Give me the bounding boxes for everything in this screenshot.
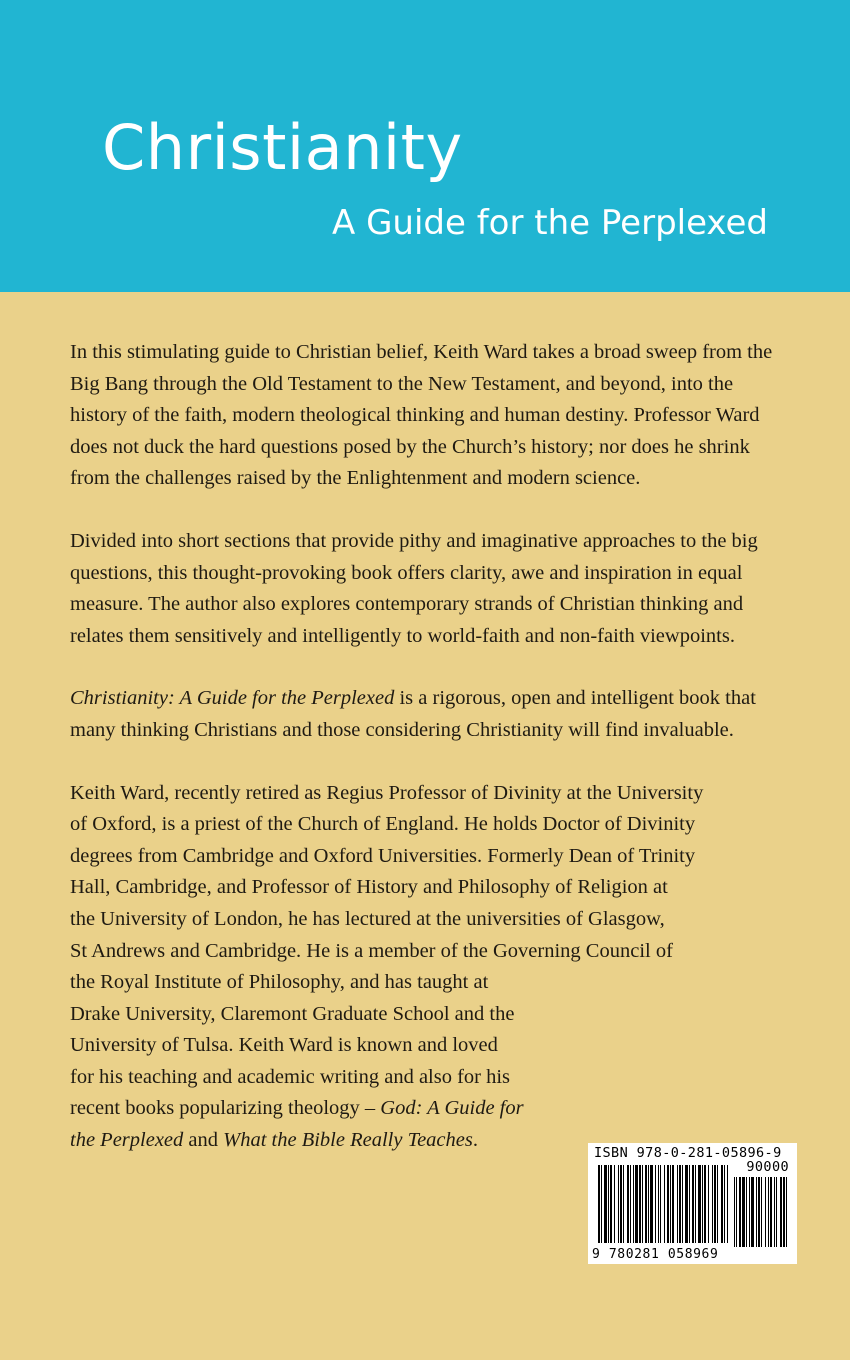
bio-line: St Andrews and Cambridge. He is a member of the Governing Council of — [70, 939, 673, 962]
bio-line: recent books popularizing theology – — [70, 1097, 381, 1120]
bio-line: degrees from Cambridge and Oxford Universities. Formerly Dean of Trinity — [70, 844, 696, 867]
isbn-label: ISBN 978-0-281-05896-9 — [594, 1145, 782, 1161]
book-subtitle: A Guide for the Perplexed — [332, 203, 768, 243]
book-title-italic: the Perplexed — [70, 1129, 184, 1152]
bio-line: Hall, Cambridge, and Professor of History and Philosophy of Religion at — [70, 876, 668, 899]
bio-line: for his teaching and academic writing and also for his — [70, 1065, 511, 1088]
blurb-paragraph-3 — [70, 683, 775, 746]
bio-line: Drake University, Claremont Graduate School and the — [70, 1002, 515, 1025]
bio-line: University of Tulsa. Keith Ward is known and loved — [70, 1034, 498, 1057]
bio-line: of Oxford, is a priest of the Church of England. He holds Doctor of Divinity — [70, 813, 696, 836]
price-code: 90000 — [746, 1159, 789, 1175]
ean-number: 9 780281 058969 — [592, 1247, 719, 1262]
bio-line: Keith Ward, recently retired as Regius Professor of Divinity at the University — [70, 781, 704, 804]
bio-line: the University of London, he has lectured at the universities of Glasgow, — [70, 907, 665, 930]
bio-line: the Royal Institute of Philosophy, and has taught at — [70, 971, 489, 994]
blurb-paragraph-2: Divided into short sections that provide pithy and imaginative approaches to the big questions, this thought-provoking book offers clarity, awe and inspiration in equal measure. The author also explores contemporary strands of Christian thinking and relates them sensitively and intelligently to world-faith and non-faith viewpoints. — [70, 529, 758, 647]
barcode-bars — [588, 1143, 797, 1264]
book-title-italic: Christianity: A Guide for the Perplexed — [70, 687, 395, 710]
author-bio — [70, 778, 775, 1157]
blurb-paragraph-1: In this stimulating guide to Christian belief, Keith Ward takes a broad sweep from the Big Bang through the Old Testament to the New Testament, and beyond, into the history of the faith, modern theological thinking and human destiny. Professor Ward does not duck the hard questions posed by the Church’s history; nor does he shrink from the challenges raised by the Enlightenment and modern science. — [70, 341, 773, 490]
cover-header-band — [0, 0, 850, 292]
bio-text: . — [472, 1129, 478, 1152]
book-title: Christianity — [102, 111, 463, 184]
blurb-paragraph-3-text: is a rigorous, open and intelligent book that many thinking Christians and those considering Christianity will find invaluable. — [70, 687, 756, 741]
back-cover-blurb — [70, 337, 775, 1157]
bio-text: and — [183, 1129, 224, 1152]
book-title-italic: What the Bible Really Teaches — [223, 1129, 473, 1152]
book-title-italic: God: A Guide for — [380, 1097, 524, 1120]
isbn-barcode-box — [588, 1143, 797, 1264]
